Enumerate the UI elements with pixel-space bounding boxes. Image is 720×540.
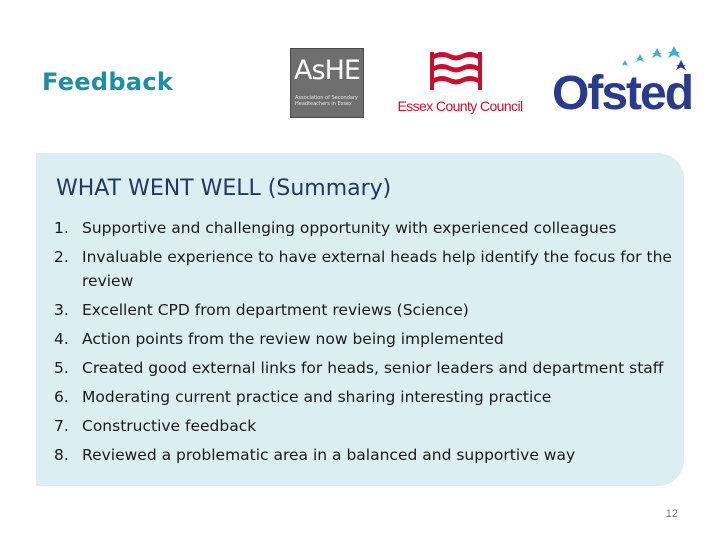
panel-heading: WHAT WENT WELL (Summary) [56, 176, 392, 201]
ashe-logo-mark: AsHE [294, 55, 360, 86]
page-number: 12 [665, 508, 678, 520]
essex-logo-name: Essex County Council [397, 98, 523, 114]
item-text: Moderating current practice and sharing interesting practice [82, 388, 552, 406]
ofsted-logo [552, 44, 696, 120]
list-item [54, 443, 674, 467]
list-item [54, 245, 674, 293]
item-text: Invaluable experience to have external heads help identify the focus for the review [82, 248, 672, 290]
list-item [54, 216, 674, 240]
essex-county-council-logo [390, 48, 530, 120]
slide-title: Feedback [42, 68, 174, 96]
item-number: 1. [54, 219, 69, 237]
ashe-logo [290, 48, 364, 118]
list-item [54, 385, 674, 409]
item-text: Reviewed a problematic area in a balanced and supportive way [82, 446, 576, 464]
item-number: 8. [54, 446, 69, 464]
essex-crest-icon [390, 48, 530, 98]
list-item [54, 356, 674, 380]
ofsted-logo-word: Ofsted [552, 67, 693, 120]
item-text: Action points from the review now being implemented [82, 330, 504, 348]
feedback-list [54, 216, 674, 472]
list-item [54, 327, 674, 351]
ashe-logo-subtitle: Association of Secondary Headteachers in Essex [295, 95, 358, 107]
item-number: 5. [54, 359, 69, 377]
list-item [54, 298, 674, 322]
item-number: 4. [54, 330, 69, 348]
item-text: Constructive feedback [82, 417, 257, 435]
list-item [54, 414, 674, 438]
item-text: Supportive and challenging opportunity with experienced colleagues [82, 219, 617, 237]
item-number: 7. [54, 417, 69, 435]
item-text: Excellent CPD from department reviews (Science) [82, 301, 469, 319]
item-number: 6. [54, 388, 69, 406]
item-number: 3. [54, 301, 69, 319]
item-text: Created good external links for heads, senior leaders and department staff [82, 359, 664, 377]
item-number: 2. [54, 248, 69, 266]
